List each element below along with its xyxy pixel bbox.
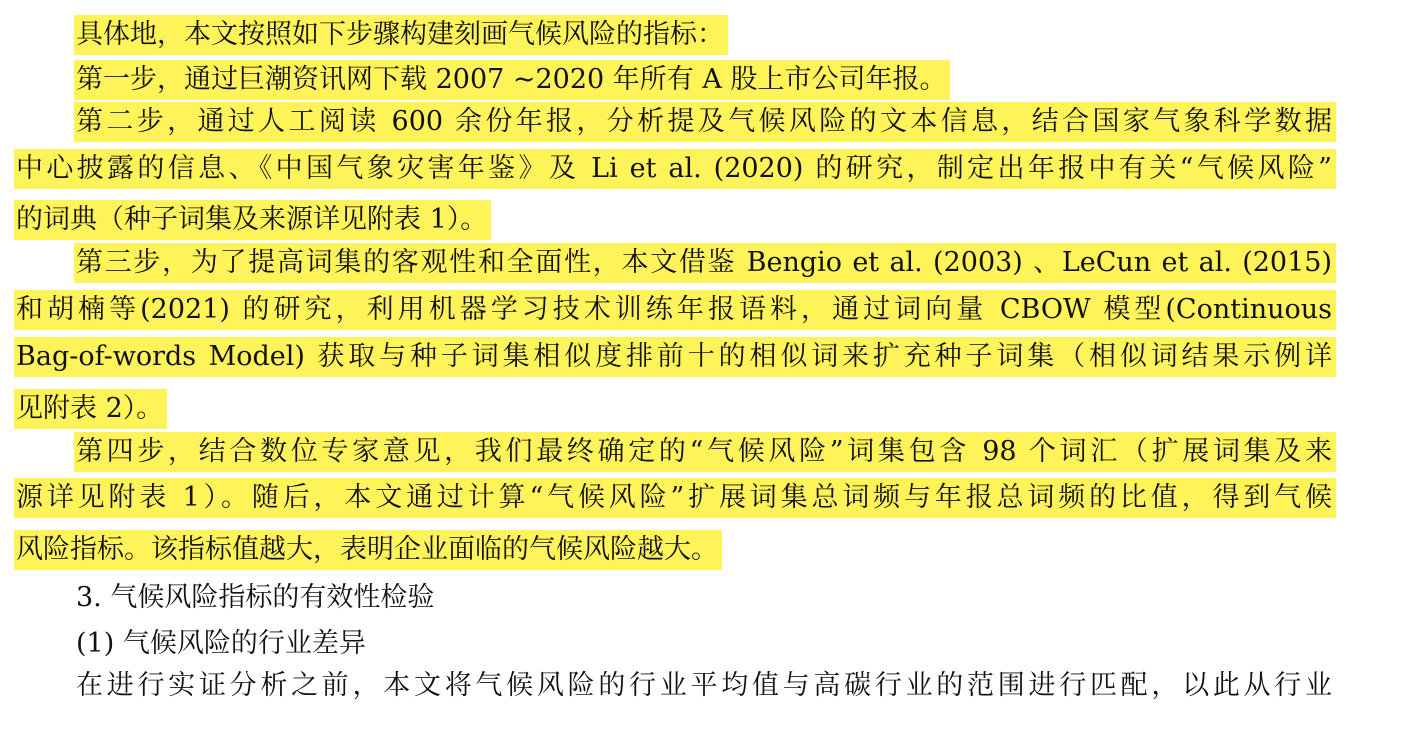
paragraph-line-11	[14, 478, 1336, 525]
paragraph-line-7	[14, 290, 1336, 337]
paragraph-line-2	[74, 55, 950, 102]
paragraph-line-10	[74, 432, 1336, 479]
section-heading: 3. 气候风险指标的有效性检验	[76, 581, 435, 613]
highlighted-text: 和胡楠等(2021) 的研究，利用机器学习技术训练年报语料，通过词向量 CBOW 模型(Continuous	[14, 290, 1336, 330]
paragraph-line-8	[14, 337, 1336, 384]
highlighted-text: Bag-of-words Model) 获取与种子词集相似度排前十的相似词来扩充种子词集（相似词结果示例详	[14, 337, 1336, 377]
subsection-heading: (1) 气候风险的行业差异	[76, 627, 366, 659]
paragraph-line-12	[14, 525, 722, 572]
paragraph-line-5	[14, 195, 491, 242]
highlighted-text: 中心披露的信息、《中国气象灾害年鉴》及 Li et al. (2020) 的研究，制定出年报中有关“气候风险”	[14, 149, 1336, 189]
paragraph-line-4	[14, 149, 1336, 196]
highlighted-text: 第四步，结合数位专家意见，我们最终确定的“气候风险”词集包含 98 个词汇（扩展词集及来	[74, 432, 1336, 472]
highlighted-text: 风险指标。该指标值越大，表明企业面临的气候风险越大。	[14, 530, 722, 570]
paragraph-line-9	[14, 384, 167, 431]
highlighted-text: 的词典（种子词集及来源详见附表 1）。	[14, 200, 491, 240]
highlighted-text: 第二步，通过人工阅读 600 余份年报，分析提及气候风险的文本信息，结合国家气象科学数据	[74, 102, 1336, 142]
highlighted-text: 见附表 2）。	[14, 389, 167, 429]
highlighted-text: 源详见附表 1）。随后，本文通过计算“气候风险”扩展词集总词频与年报总词频的比值，得到气候	[14, 478, 1336, 518]
highlighted-text: 第三步，为了提高词集的客观性和全面性，本文借鉴 Bengio et al. (2003) 、LeCun et al. (2015)	[74, 243, 1336, 283]
paragraph-line-1	[74, 10, 728, 57]
paragraph-line-3	[74, 102, 1336, 149]
highlighted-text: 具体地，本文按照如下步骤构建刻画气候风险的指标：	[74, 15, 728, 55]
paragraph-line-last: 在进行实证分析之前，本文将气候风险的行业平均值与高碳行业的范围进行匹配，以此从行业	[76, 670, 1332, 701]
paragraph-line-6	[74, 243, 1336, 290]
highlighted-text: 第一步，通过巨潮资讯网下载 2007 ~2020 年所有 A 股上市公司年报。	[74, 60, 950, 100]
